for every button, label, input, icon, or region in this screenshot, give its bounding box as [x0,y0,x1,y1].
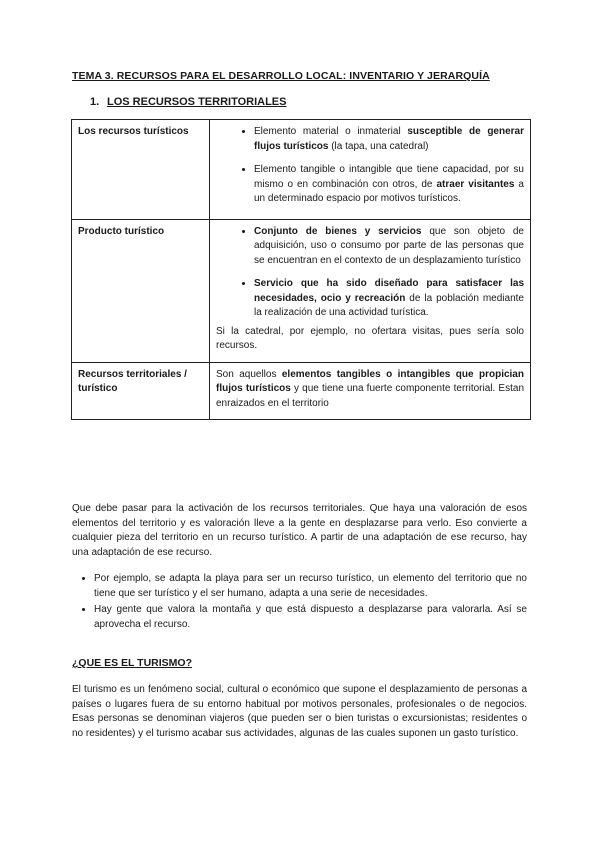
table-row [72,120,531,220]
section-heading [90,96,286,108]
text: que son objeto de adquisición, uso o consumo por parte de las personas que se encuentran en el contexto de un desplazamiento turístico [254,225,524,266]
list-item [254,163,524,207]
bold-text: susceptible de generar flujos turísticos [254,126,524,152]
section-number: 1. [90,96,100,108]
text: Elemento material o inmaterial [254,126,408,137]
bold-text: elementos tangibles o intangibles que propician flujos turísticos [216,368,524,394]
text: (la tapa, una catedral) [328,140,429,152]
section-title: LOS RECURSOS TERRITORIALES [107,96,287,108]
row-content [210,120,531,220]
list-item: • Hay gente que valora la montaña y que está dispuesto a desplazarse para valorarla. Así se aprovecha el recurso. [94,603,527,632]
paragraph-activation: Que debe pasar para la activación de los recursos territoriales. Que haya una valoración de esos elementos del territorio y es valoración lleve a la gente en desplazarse para verlo. Eso convierte a cualquier pieza del territorio en un recurso turístico. A partir de una adaptación de ese recurso, hay una adaptación de ese recurso. [72,503,527,558]
text: a un determinado espacio por motivos turísticos. [254,178,524,204]
text: Son aquellos [216,368,282,380]
bullet-list [216,225,524,321]
row-content [210,219,531,362]
text: de la población mediante la realización de una actividad turística. [254,292,524,318]
definitions-table [71,119,531,420]
bold-text: atraer visitantes [436,178,515,190]
list-item: • Por ejemplo, se adapta la playa para ser un recurso turístico, un elemento del territorio que no tiene que ser turístico y el ser humano, adapta a una serie de necesidades. [94,572,527,601]
examples-list [72,572,527,636]
document-title: TEMA 3. RECURSOS PARA EL DESARROLLO LOCAL: INVENTARIO Y JERARQUÍA [72,70,490,82]
row-note: Si la catedral, por ejemplo, no ofertara visitas, pues sería solo recursos. [216,325,524,351]
section-heading-turismo: ¿QUE ES EL TURISMO? [72,657,192,669]
row-label: Recursos territoriales / turístico [72,362,210,420]
row-content [210,362,531,420]
table-row [72,362,531,420]
list-item [254,125,524,154]
paragraph-turismo: El turismo es un fenómeno social, cultural o económico que supone el desplazamiento de personas a países o lugares fuera de su entorno habitual por motivos personales, profesionales o de negocios. Esas personas se denominan viajeros (que pueden ser o bien turistas o excursionistas; residentes o no residentes) y el turismo acabar sus actividades, algunas de las cuales suponen un gasto turístico. [72,684,527,739]
list-item [254,225,524,269]
bullet-list [216,125,524,207]
text: Elemento tangible o intangible que tiene capacidad, por su mismo o en combinación con otros, de [254,164,524,190]
row-label: Producto turístico [72,219,210,362]
table-row [72,219,531,362]
row-label: Los recursos turísticos [72,120,210,220]
bold-text: Conjunto de bienes y servicios [254,225,422,237]
text: y que tiene una fuerte componente territorial. Estan enraizados en el territorio [216,383,525,409]
bold-text: Servicio que ha sido diseñado para satisfacer las necesidades, ocio y recreación [254,278,524,304]
list-item [254,277,524,321]
